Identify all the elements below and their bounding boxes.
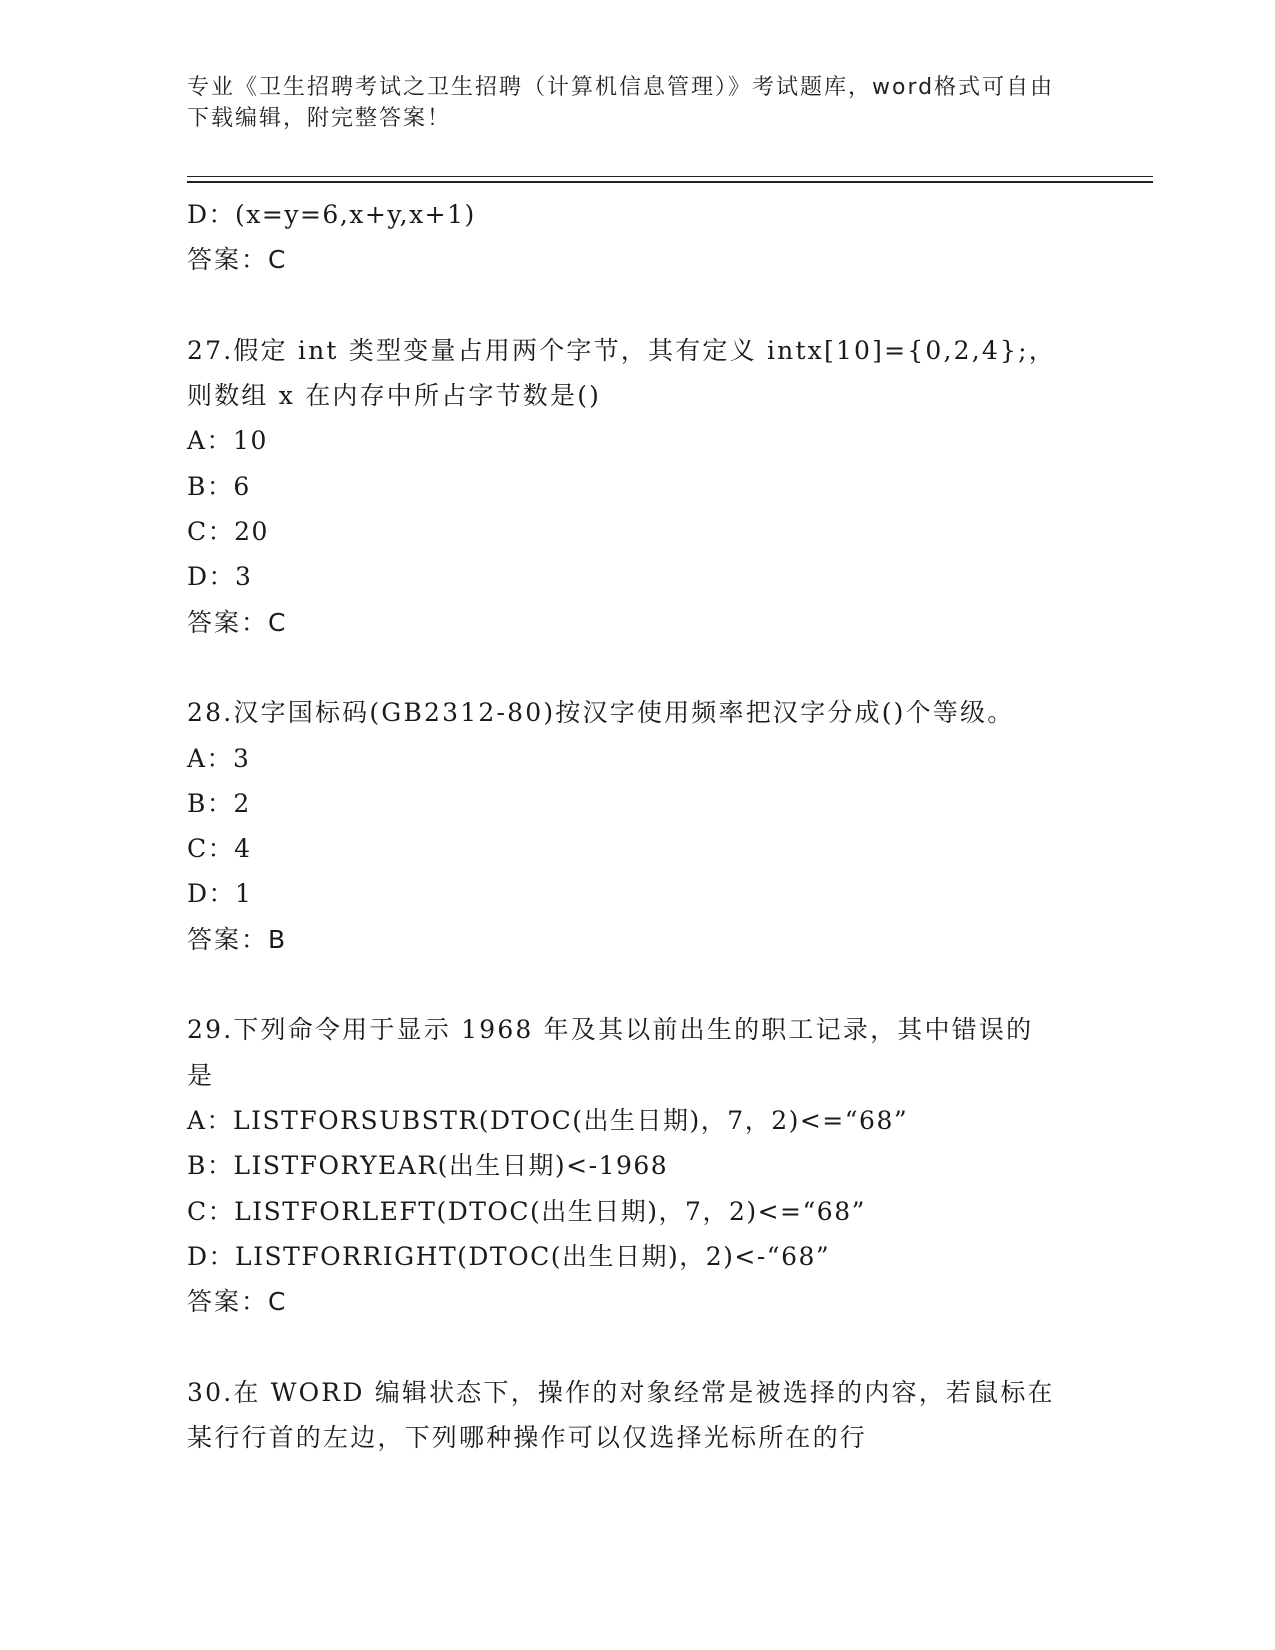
question-stem-line: 29.下列命令用于显示 1968 年及其以前出生的职工记录，其中错误的 xyxy=(187,1015,1034,1045)
option-c: C：LISTFORLEFT(DTOC(出生日期)，7，2)<=“68” xyxy=(187,1196,866,1226)
spacer xyxy=(187,283,1087,328)
option-b: B：2 xyxy=(187,788,251,818)
option-c: C：4 xyxy=(187,834,252,864)
answer-line: 答案：C xyxy=(187,245,288,275)
question-30 xyxy=(187,1370,1087,1461)
question-stem-line: 28.汉字国标码(GB2312-80)按汉字使用频率把汉字分成()个等级。 xyxy=(187,698,1015,728)
question-stem-line: 是 xyxy=(187,1060,215,1090)
spacer xyxy=(187,1324,1087,1369)
spacer xyxy=(187,645,1087,690)
question-28 xyxy=(187,690,1087,962)
header-divider-thin xyxy=(187,176,1153,177)
question-stem-line: 则数组 x 在内存中所占字节数是() xyxy=(187,381,602,411)
question-stem-line: 某行行首的左边，下列哪种操作可以仅选择光标所在的行 xyxy=(187,1423,868,1453)
option-c: C：20 xyxy=(187,517,269,547)
option-a: A：10 xyxy=(187,426,268,456)
question-stem-line: 30.在 WORD 编辑状态下，操作的对象经常是被选择的内容，若鼠标在 xyxy=(187,1377,1055,1407)
page-header: 专业《卫生招聘考试之卫生招聘（计算机信息管理）》考试题库，word格式可自由下载编辑，附完整答案！ xyxy=(187,75,1055,131)
question-stem-line: 27.假定 int 类型变量占用两个字节，其有定义 intx[10]={0,2,4};， xyxy=(187,335,1056,365)
option-d: D：3 xyxy=(187,562,253,592)
option-a: A：LISTFORSUBSTR(DTOC(出生日期)，7，2)<=“68” xyxy=(187,1105,909,1135)
header-divider-thick xyxy=(187,181,1153,183)
option-d: D：LISTFORRIGHT(DTOC(出生日期)，2)<-“68” xyxy=(187,1241,831,1271)
answer-line: 答案：C xyxy=(187,1287,288,1317)
question-29 xyxy=(187,1007,1087,1324)
option-d: D：1 xyxy=(187,879,253,909)
question-list xyxy=(187,192,1087,1460)
answer-line: 答案：B xyxy=(187,924,288,954)
spacer xyxy=(187,962,1087,1007)
question-27 xyxy=(187,328,1087,645)
option-b: B：6 xyxy=(187,471,251,501)
answer-line: 答案：C xyxy=(187,607,288,637)
option-d: D：(x=y=6,x+y,x+1) xyxy=(187,200,476,229)
option-b: B：LISTFORYEAR(出生日期)<-1968 xyxy=(187,1151,669,1181)
option-a: A：3 xyxy=(187,743,251,773)
